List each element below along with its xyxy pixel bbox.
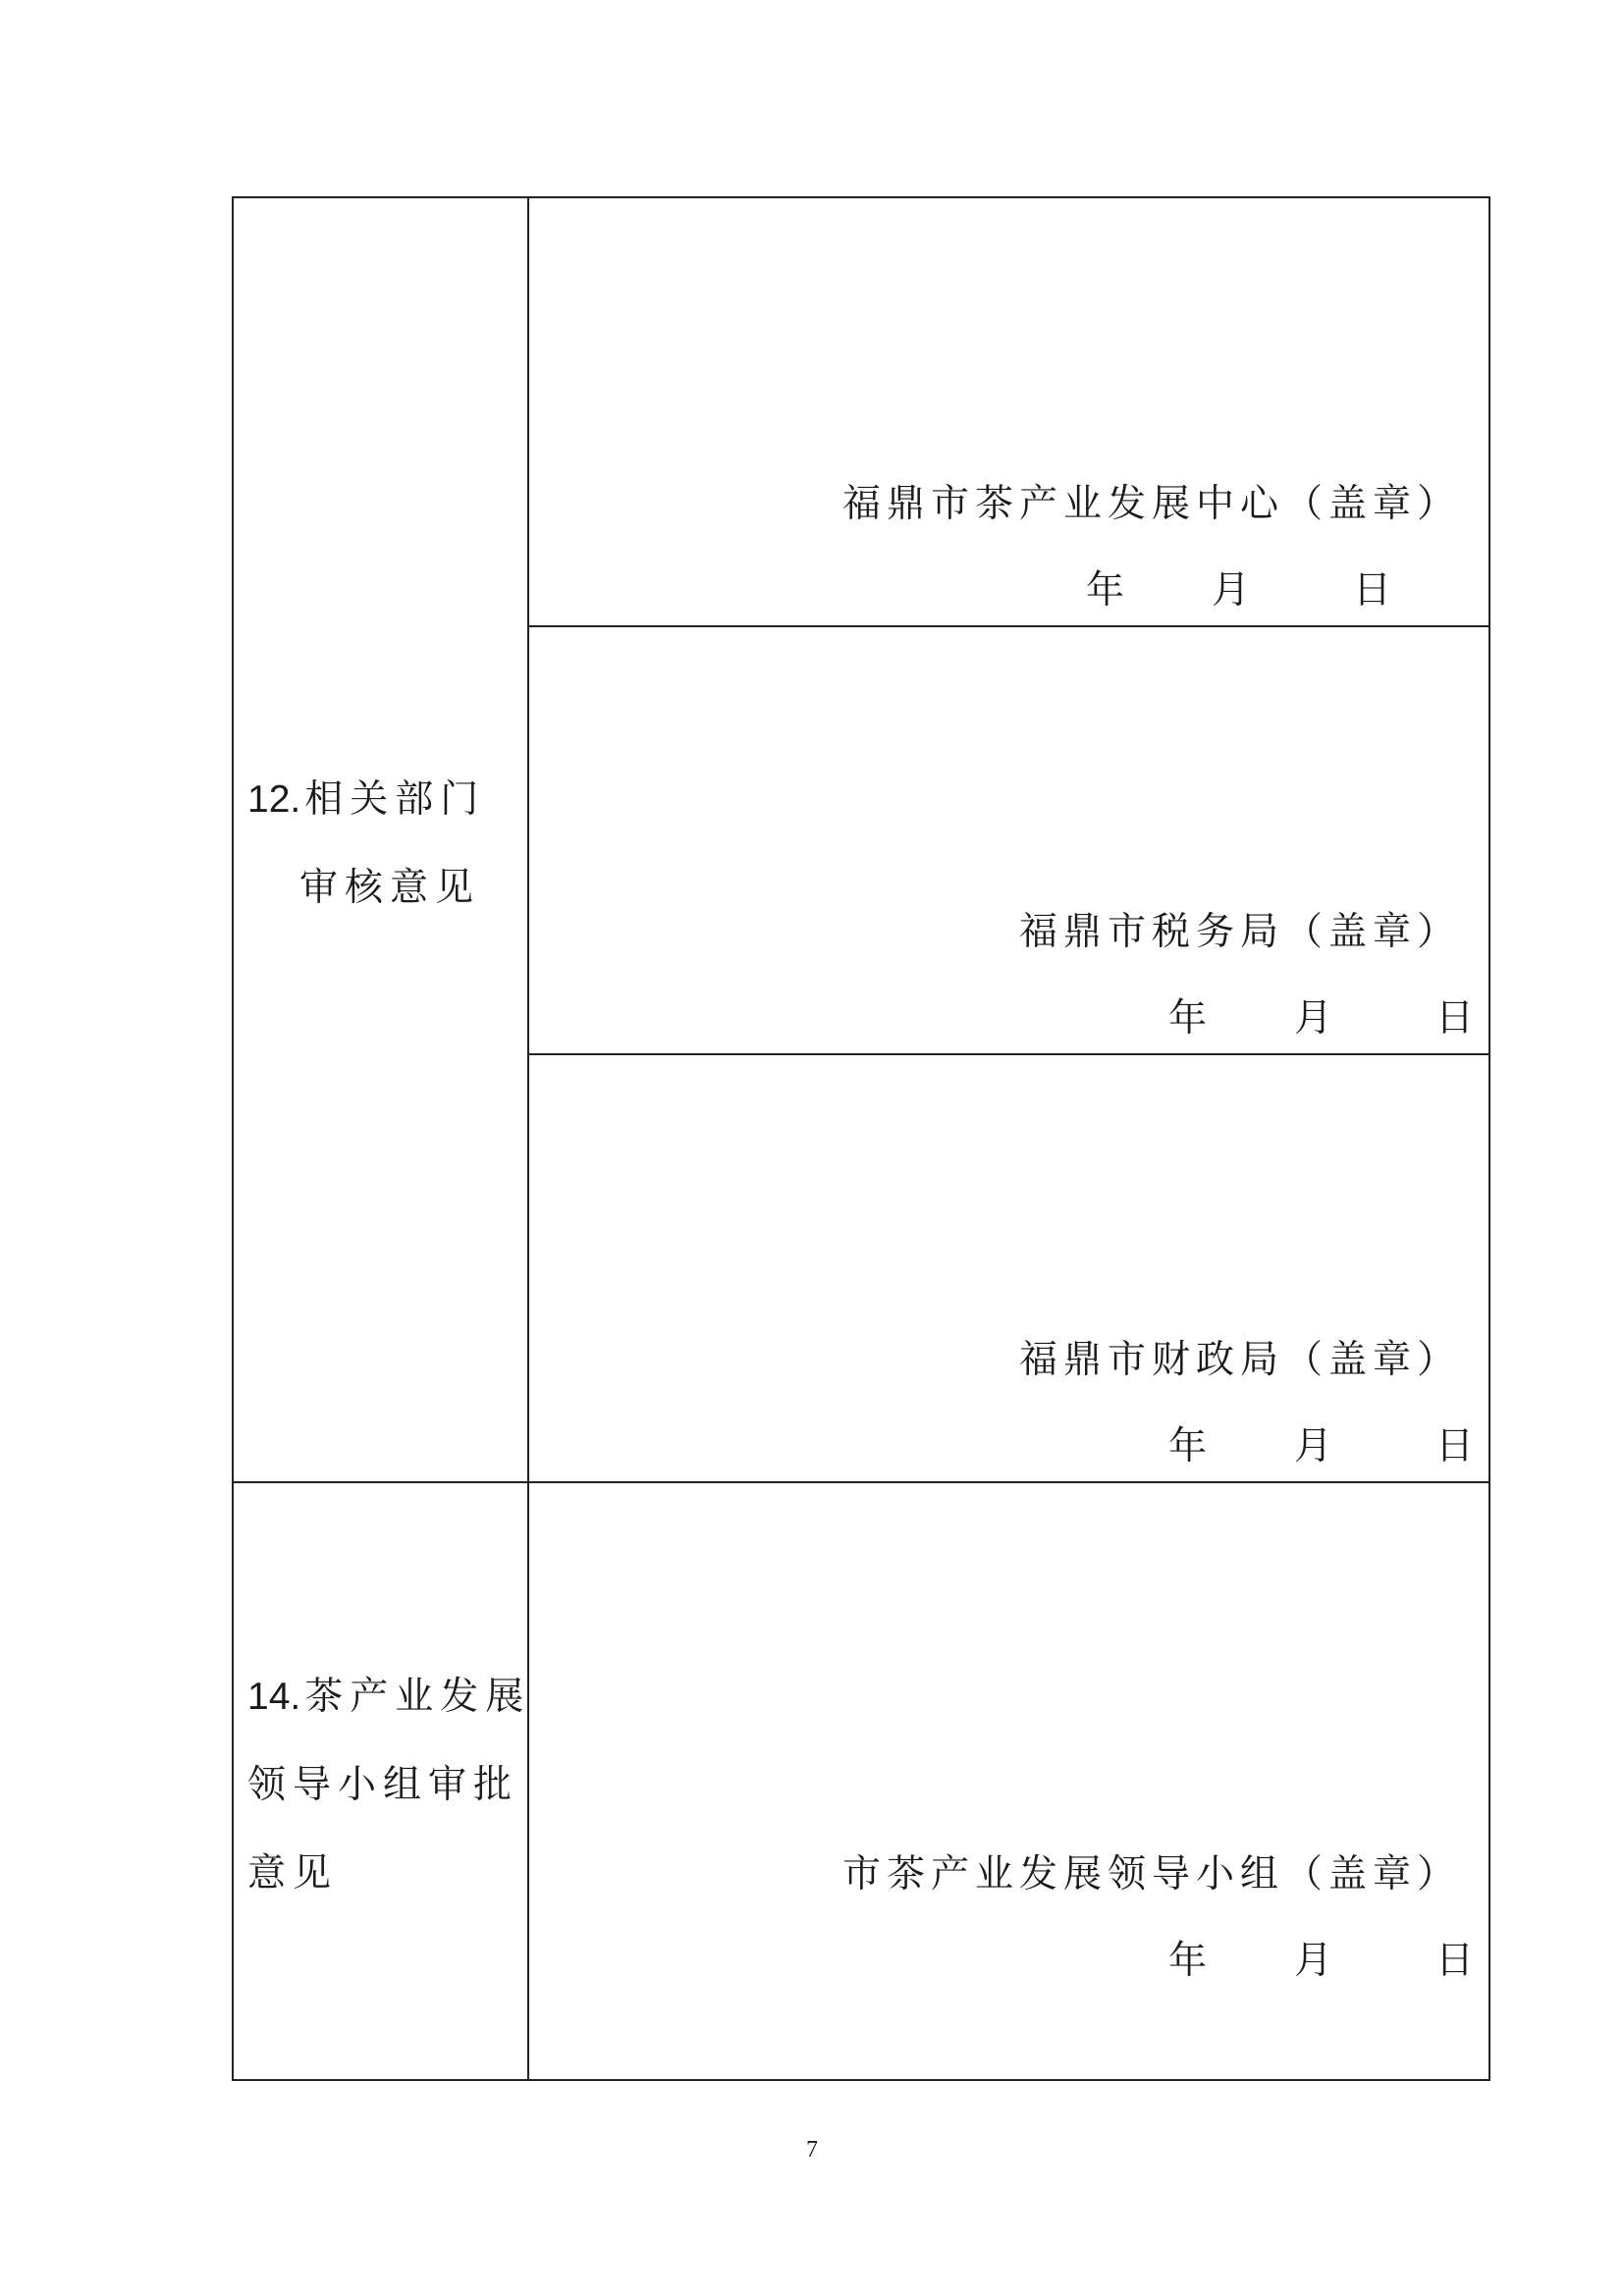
section-14-title-line3: 意见 [247, 1851, 339, 1896]
page-number: 7 [806, 2137, 818, 2163]
section-14-number: 14. [247, 1676, 301, 1718]
table-border-left [232, 196, 234, 2081]
date-month: 月 [1212, 568, 1251, 613]
date-year: 年 [1168, 1939, 1208, 1983]
section-14-title-line1: 茶产业发展 [304, 1675, 531, 1719]
section-14-label [247, 1653, 530, 1918]
date-day: 日 [1435, 1939, 1475, 1983]
table-border-bottom [232, 2079, 1490, 2081]
date-day: 日 [1435, 1424, 1475, 1468]
section-14-title-line2: 领导小组审批 [247, 1763, 519, 1807]
row-divider [527, 625, 1490, 627]
date-year: 年 [1168, 1424, 1208, 1468]
signature-tea-center: 福鼎市茶产业发展中心（盖章） [841, 482, 1461, 526]
table-border-top [232, 196, 1490, 198]
signature-leading-group: 市茶产业发展领导小组（盖章） [841, 1852, 1461, 1896]
section-12-label [247, 756, 485, 933]
section-12-title-line2: 审核意见 [299, 866, 481, 910]
date-year: 年 [1168, 996, 1208, 1041]
signature-tax-bureau: 福鼎市税务局（盖章） [1018, 910, 1461, 954]
date-day: 日 [1353, 568, 1392, 613]
date-year: 年 [1086, 568, 1125, 613]
section-divider [232, 1481, 1490, 1483]
date-month: 月 [1294, 996, 1333, 1041]
section-12-number: 12. [247, 778, 301, 821]
date-month: 月 [1294, 1424, 1333, 1468]
signature-finance-bureau: 福鼎市财政局（盖章） [1018, 1338, 1461, 1382]
date-day: 日 [1435, 996, 1475, 1041]
date-month: 月 [1294, 1939, 1333, 1983]
approval-form-table [232, 196, 1490, 2081]
table-border-right [1489, 196, 1490, 2081]
row-divider [527, 1053, 1490, 1055]
section-12-title-line1: 相关部门 [304, 777, 486, 822]
